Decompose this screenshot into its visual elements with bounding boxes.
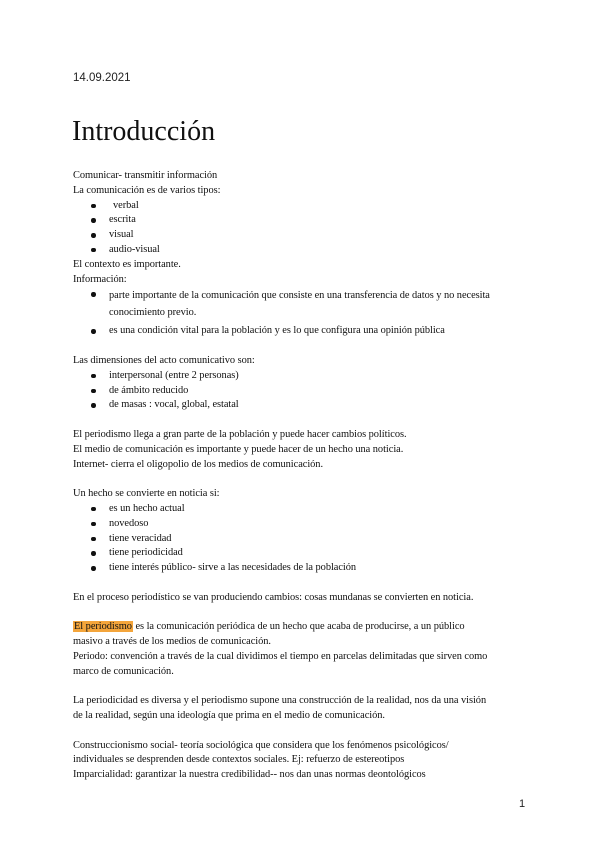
- text-span: es la comunicación periódica de un hecho que acaba de producirse, a un público: [132, 621, 465, 633]
- list-item: de masas : vocal, global, estatal: [73, 398, 533, 413]
- paragraph: Información:: [73, 273, 127, 285]
- paragraph: [73, 620, 533, 635]
- paragraph: masivo a través de los medios de comunicación.: [73, 636, 271, 648]
- list-item: escrita: [73, 213, 533, 228]
- list-item: interpersonal (entre 2 personas): [73, 369, 533, 384]
- list-item: parte importante de la comunicación que consiste en una transferencia de datos y no necesita conocimiento previo.: [73, 287, 533, 321]
- list-item: de ámbito reducido: [73, 384, 533, 399]
- paragraph: El periodismo llega a gran parte de la población y puede hacer cambios políticos.: [73, 428, 407, 440]
- paragraph: individuales se desprenden desde contextos sociales. Ej: refuerzo de estereotipos: [73, 754, 405, 766]
- paragraph: Periodo: convención a través de la cual dividimos el tiempo en parcelas delimitadas que sirven como: [73, 650, 488, 662]
- paragraph: La periodicidad es diversa y el periodismo supone una construcción de la realidad, nos da una visión: [73, 695, 487, 707]
- paragraph: Un hecho se convierte en noticia si:: [73, 488, 220, 500]
- paragraph: Construccionismo social- teoría sociológica que considera que los fenómenos psicológicos/: [73, 739, 449, 751]
- paragraph: Imparcialidad: garantizar la nuestra credibilidad-- nos dan unas normas deontológicos: [73, 769, 426, 781]
- noticia-list: [73, 502, 533, 576]
- list-item: tiene veracidad: [73, 532, 533, 547]
- list-item: visual: [73, 228, 533, 243]
- date: 14.09.2021: [73, 72, 131, 84]
- paragraph: En el proceso periodístico se van produciendo cambios: cosas mundanas se convierten en noticia.: [73, 591, 474, 603]
- paragraph: El contexto es importante.: [73, 258, 181, 270]
- paragraph: Comunicar- transmitir información: [73, 170, 218, 181]
- dimensiones-list: [73, 369, 533, 413]
- tipos-list: [73, 199, 533, 258]
- paragraph: marco de comunicación.: [73, 665, 174, 677]
- list-item: verbal: [73, 199, 533, 214]
- page-title: Introducción: [72, 116, 216, 147]
- paragraph: Las dimensiones del acto comunicativo son:: [73, 354, 255, 366]
- document-body: [73, 169, 533, 783]
- list-item: tiene periodicidad: [73, 546, 533, 561]
- informacion-list: [73, 287, 533, 339]
- paragraph: El medio de comunicación es importante y puede hacer de un hecho una noticia.: [73, 443, 404, 455]
- list-item: audio-visual: [73, 243, 533, 258]
- list-item: es una condición vital para la población y es lo que configura una opinión pública: [73, 324, 533, 339]
- paragraph: de la realidad, según una ideología que prima en el medio de comunicación.: [73, 710, 385, 722]
- paragraph: Internet- cierra el oligopolio de los medios de comunicación.: [73, 458, 323, 470]
- list-item: tiene interés público- sirve a las necesidades de la población: [73, 561, 533, 576]
- paragraph: La comunicación es de varios tipos:: [73, 184, 221, 196]
- list-item: es un hecho actual: [73, 502, 533, 517]
- list-item: novedoso: [73, 517, 533, 532]
- highlighted-term: El periodismo: [74, 621, 132, 633]
- page-number: 1: [519, 798, 526, 810]
